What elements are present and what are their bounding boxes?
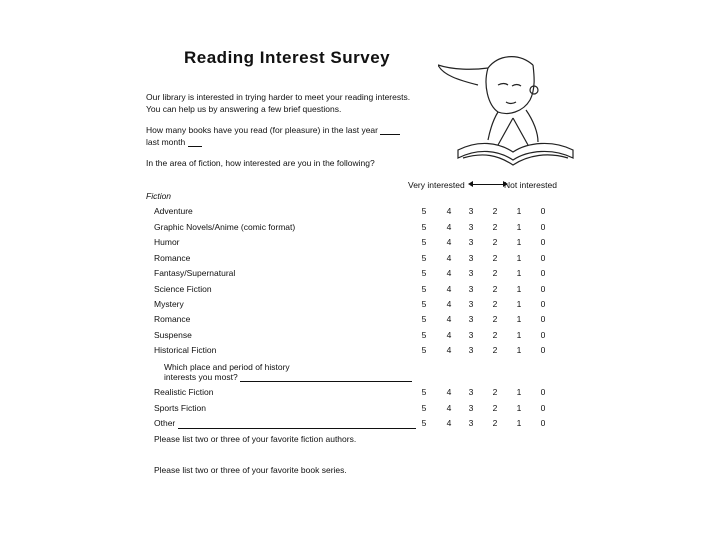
- rating-option-4[interactable]: 4: [446, 418, 452, 428]
- rating-option-4[interactable]: 4: [446, 206, 452, 216]
- history-followup-line-1: Which place and period of history: [164, 362, 290, 372]
- rating-option-1[interactable]: 1: [516, 284, 522, 294]
- genre-label: Graphic Novels/Anime (comic format): [154, 222, 296, 232]
- rating-option-5[interactable]: 5: [421, 387, 427, 397]
- rating-option-1[interactable]: 1: [516, 387, 522, 397]
- rating-option-1[interactable]: 1: [516, 299, 522, 309]
- rating-option-0[interactable]: 0: [540, 237, 546, 247]
- intro-line-2: You can help us by answering a few brief questions.: [146, 104, 342, 114]
- rating-option-0[interactable]: 0: [540, 206, 546, 216]
- rating-option-3[interactable]: 3: [468, 299, 474, 309]
- rating-option-0[interactable]: 0: [540, 330, 546, 340]
- rating-option-0[interactable]: 0: [540, 284, 546, 294]
- other-genre-blank[interactable]: [178, 418, 416, 429]
- genre-label: Historical Fiction: [154, 345, 217, 355]
- rating-option-2[interactable]: 2: [492, 314, 498, 324]
- rating-option-5[interactable]: 5: [421, 403, 427, 413]
- rating-option-5[interactable]: 5: [421, 418, 427, 428]
- rating-option-1[interactable]: 1: [516, 237, 522, 247]
- genre-row: [154, 284, 554, 296]
- rating-option-5[interactable]: 5: [421, 237, 427, 247]
- rating-option-0[interactable]: 0: [540, 222, 546, 232]
- rating-option-3[interactable]: 3: [468, 403, 474, 413]
- rating-option-2[interactable]: 2: [492, 253, 498, 263]
- genre-label: Humor: [154, 237, 180, 247]
- rating-option-3[interactable]: 3: [468, 268, 474, 278]
- intro-line-1: Our library is interested in trying harder to meet your reading interests.: [146, 92, 411, 102]
- genre-row: [154, 237, 554, 249]
- rating-option-4[interactable]: 4: [446, 268, 452, 278]
- rating-option-0[interactable]: 0: [540, 314, 546, 324]
- rating-option-5[interactable]: 5: [421, 345, 427, 355]
- genre-label: Mystery: [154, 299, 184, 309]
- series-prompt: Please list two or three of your favorite book series.: [154, 465, 347, 475]
- rating-option-5[interactable]: 5: [421, 330, 427, 340]
- scale-left-label: Very interested: [408, 180, 465, 190]
- rating-option-2[interactable]: 2: [492, 403, 498, 413]
- rating-option-4[interactable]: 4: [446, 345, 452, 355]
- rating-option-0[interactable]: 0: [540, 403, 546, 413]
- books-year-blank[interactable]: [380, 134, 400, 135]
- genre-row: [154, 268, 554, 280]
- rating-option-1[interactable]: 1: [516, 268, 522, 278]
- rating-option-4[interactable]: 4: [446, 314, 452, 324]
- genre-row: [154, 403, 554, 415]
- books-year-label: How many books have you read (for pleasure) in the last year: [146, 125, 378, 135]
- rating-option-2[interactable]: 2: [492, 284, 498, 294]
- rating-option-3[interactable]: 3: [468, 330, 474, 340]
- rating-option-4[interactable]: 4: [446, 284, 452, 294]
- rating-option-0[interactable]: 0: [540, 268, 546, 278]
- rating-option-5[interactable]: 5: [421, 284, 427, 294]
- genre-label: Fantasy/Supernatural: [154, 268, 236, 278]
- books-month-question: [146, 137, 202, 147]
- rating-option-3[interactable]: 3: [468, 387, 474, 397]
- rating-option-1[interactable]: 1: [516, 330, 522, 340]
- rating-option-5[interactable]: 5: [421, 253, 427, 263]
- rating-option-2[interactable]: 2: [492, 222, 498, 232]
- rating-option-4[interactable]: 4: [446, 237, 452, 247]
- genre-row: [154, 253, 554, 265]
- rating-option-2[interactable]: 2: [492, 268, 498, 278]
- rating-option-3[interactable]: 3: [468, 284, 474, 294]
- genre-label: Realistic Fiction: [154, 387, 214, 397]
- section-fiction: Fiction: [146, 191, 172, 201]
- history-followup-line-2: [164, 372, 412, 382]
- fiction-question: In the area of fiction, how interested are you in the following?: [146, 158, 375, 168]
- genre-row: [154, 345, 554, 357]
- history-followup: [164, 362, 412, 382]
- books-year-question: [146, 125, 400, 135]
- genre-label: Romance: [154, 253, 191, 263]
- history-followup-label: interests you most?: [164, 372, 238, 382]
- rating-option-4[interactable]: 4: [446, 222, 452, 232]
- rating-option-4[interactable]: 4: [446, 253, 452, 263]
- authors-prompt: Please list two or three of your favorite fiction authors.: [154, 434, 357, 444]
- rating-option-2[interactable]: 2: [492, 345, 498, 355]
- rating-option-5[interactable]: 5: [421, 206, 427, 216]
- double-arrow-icon: [473, 184, 503, 185]
- page-title: Reading Interest Survey: [184, 48, 391, 67]
- rating-option-2[interactable]: 2: [492, 299, 498, 309]
- rating-option-2[interactable]: 2: [492, 387, 498, 397]
- rating-option-5[interactable]: 5: [421, 299, 427, 309]
- rating-option-1[interactable]: 1: [516, 206, 522, 216]
- genre-row: [154, 222, 554, 234]
- rating-option-0[interactable]: 0: [540, 253, 546, 263]
- rating-option-3[interactable]: 3: [468, 253, 474, 263]
- genre-row: [154, 418, 554, 430]
- genre-row: [154, 206, 554, 218]
- rating-option-3[interactable]: 3: [468, 206, 474, 216]
- rating-option-0[interactable]: 0: [540, 387, 546, 397]
- rating-option-2[interactable]: 2: [492, 418, 498, 428]
- rating-option-0[interactable]: 0: [540, 345, 546, 355]
- genre-row: [154, 387, 554, 399]
- rating-option-0[interactable]: 0: [540, 299, 546, 309]
- genre-label: Adventure: [154, 206, 193, 216]
- rating-option-2[interactable]: 2: [492, 206, 498, 216]
- scale-right-label: Not interested: [504, 180, 557, 190]
- rating-option-4[interactable]: 4: [446, 299, 452, 309]
- rating-option-1[interactable]: 1: [516, 418, 522, 428]
- rating-option-1[interactable]: 1: [516, 345, 522, 355]
- genre-label: Other: [154, 418, 176, 428]
- history-blank[interactable]: [240, 372, 412, 382]
- books-month-blank[interactable]: [188, 146, 202, 147]
- rating-option-5[interactable]: 5: [421, 314, 427, 324]
- genre-label: Sports Fiction: [154, 403, 206, 413]
- rating-option-1[interactable]: 1: [516, 253, 522, 263]
- genre-label: Science Fiction: [154, 284, 212, 294]
- rating-option-3[interactable]: 3: [468, 418, 474, 428]
- rating-option-3[interactable]: 3: [468, 237, 474, 247]
- rating-option-2[interactable]: 2: [492, 330, 498, 340]
- rating-option-2[interactable]: 2: [492, 237, 498, 247]
- genre-row: [154, 314, 554, 326]
- rating-option-5[interactable]: 5: [421, 268, 427, 278]
- rating-option-0[interactable]: 0: [540, 418, 546, 428]
- rating-option-5[interactable]: 5: [421, 222, 427, 232]
- rating-option-4[interactable]: 4: [446, 387, 452, 397]
- rating-option-4[interactable]: 4: [446, 403, 452, 413]
- girl-reading-illustration: [438, 40, 578, 175]
- rating-option-1[interactable]: 1: [516, 314, 522, 324]
- rating-option-3[interactable]: 3: [468, 222, 474, 232]
- rating-option-1[interactable]: 1: [516, 403, 522, 413]
- genre-row: [154, 330, 554, 342]
- rating-option-3[interactable]: 3: [468, 345, 474, 355]
- genre-label: Suspense: [154, 330, 192, 340]
- rating-option-1[interactable]: 1: [516, 222, 522, 232]
- genre-row: [154, 299, 554, 311]
- genre-label: Romance: [154, 314, 191, 324]
- books-month-label: last month: [146, 137, 186, 147]
- rating-option-4[interactable]: 4: [446, 330, 452, 340]
- rating-option-3[interactable]: 3: [468, 314, 474, 324]
